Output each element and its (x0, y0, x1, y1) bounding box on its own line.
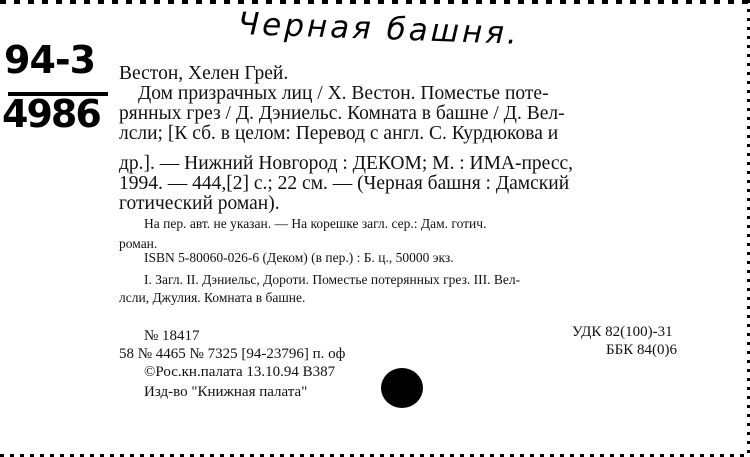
isbn-line: ISBN 5-80060-026-6 (Деком) (в пер.) : Б. ц., 50000 экз. (144, 250, 454, 265)
code-line: 58 № 4465 № 7325 [94-23796] п. оф (119, 346, 346, 362)
record-line-6: готический роман). (119, 193, 280, 214)
handwritten-title: Черная башня. (237, 6, 521, 52)
record-line-3: лсли; [К сб. в целом: Перевод с англ. С. Курдюкова и (119, 123, 559, 144)
ink-stain (381, 368, 423, 408)
record-number: № 18417 (144, 328, 200, 344)
record-line-4: др.]. — Нижний Новгород : ДЕКОМ; М. : ИМА-пресс, (119, 153, 574, 174)
publisher-line: Изд-во "Книжная палата" (144, 384, 308, 400)
handwritten-number-top: 94-3 (4, 38, 96, 82)
book-chamber-line: ©Рос.кн.палата 13.10.94 В387 (144, 364, 336, 380)
index-line-1: I. Загл. II. Дэниельс, Дороти. Поместье потерянных грез. III. Вел- (144, 272, 521, 287)
index-line-2: лсли, Джулия. Комната в башне. (119, 290, 306, 305)
notes-line-2: роман. (119, 236, 158, 251)
author-heading: Вестон, Хелен Грей. (119, 63, 289, 84)
record-line-2: рянных грез / Д. Дэниельс. Комната в башне / Д. Вел- (119, 103, 565, 124)
record-line-1: Дом призрачных лиц / Х. Вестон. Поместье поте- (138, 83, 549, 104)
record-line-5: 1994. — 444,[2] с.; 22 см. — (Черная башня : Дамский (119, 173, 570, 194)
udk-code: УДК 82(100)-31 (572, 324, 673, 340)
card-top-edge (0, 0, 750, 4)
notes-line-1: На пер. авт. не указан. — На корешке загл. сер.: Дам. готич. (144, 216, 487, 231)
handwritten-number-bottom: 4986 (2, 92, 100, 136)
bbk-code: ББК 84(0)6 (606, 342, 677, 358)
